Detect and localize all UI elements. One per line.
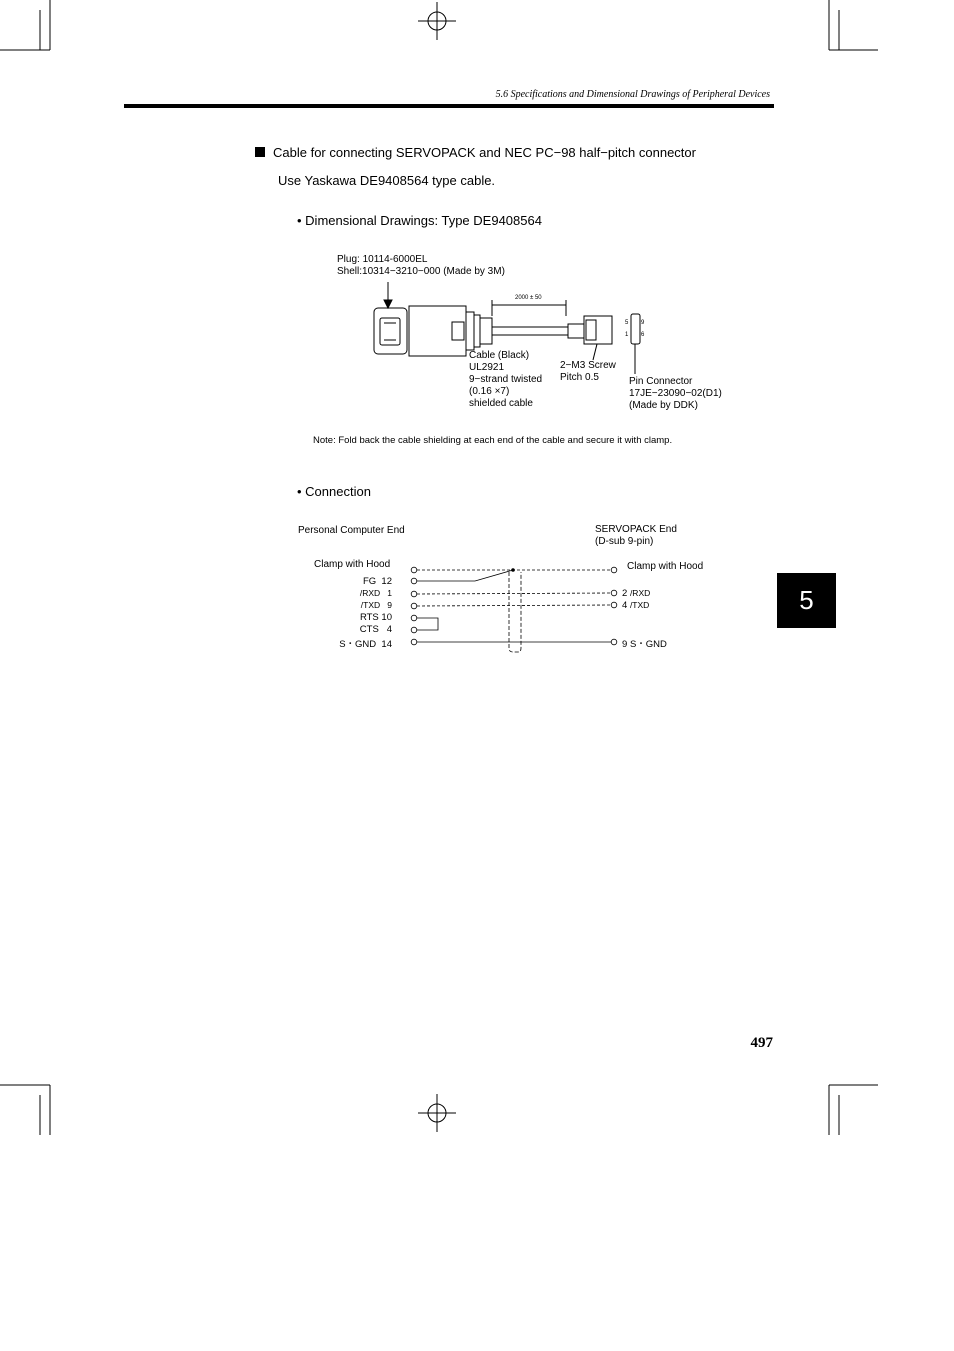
pin-name: /RXD <box>629 588 651 598</box>
screw-line: Pitch 0.5 <box>560 372 599 383</box>
connection-wires <box>417 570 611 652</box>
pin-name: S・GND <box>629 639 667 650</box>
pin-mark: 5 <box>625 320 629 326</box>
plug-label-1: Plug: 10114-6000EL <box>337 254 428 265</box>
pin-number: 4 <box>622 600 628 611</box>
pin-name: RTS <box>359 612 379 623</box>
pin-number: 9 <box>622 639 628 650</box>
right-pin-txd <box>622 600 649 611</box>
page-number: 497 <box>750 1035 773 1051</box>
left-end-label: Personal Computer End <box>298 525 405 536</box>
left-pin-fg <box>332 576 392 587</box>
pin-connector-line: Pin Connector <box>629 376 693 387</box>
cable-line: Cable (Black) <box>469 350 530 361</box>
plug-label-2: Shell:10314−3210−000 (Made by 3M) <box>337 266 505 277</box>
note-text: Note: Fold back the cable shielding at each end of the cable and secure it with clamp. <box>313 435 673 446</box>
pin-number: 9 <box>387 600 392 610</box>
dimensional-heading: • Dimensional Drawings: Type DE9408564 <box>297 213 542 228</box>
cable-line: shielded cable <box>469 398 533 409</box>
left-pin-txd <box>332 600 392 610</box>
pin-name: S・GND <box>339 639 377 650</box>
filled-square-icon <box>255 147 265 157</box>
left-pin-cts <box>332 624 392 635</box>
left-pin-rts <box>332 612 392 623</box>
cable-line: (0.16 ×7) <box>469 386 510 397</box>
pin-connector-line: (Made by DDK) <box>629 400 698 411</box>
pin-number: 12 <box>381 576 392 587</box>
right-end-label <box>595 524 677 548</box>
pin-mark: 6 <box>641 332 645 338</box>
page-title: Cable for connecting SERVOPACK and NEC PC−98 half−pitch connector <box>273 145 696 160</box>
cable-label <box>469 350 542 410</box>
junction-dot <box>511 568 515 572</box>
pin-number: 10 <box>381 612 392 623</box>
section-header: 5.6 Specifications and Dimensional Drawings of Peripheral Devices <box>495 89 770 100</box>
screw-line: 2−M3 Screw <box>560 360 616 371</box>
pin-connector-label <box>629 376 722 412</box>
pin-connector-line: 17JE−23090−02(D1) <box>629 388 722 399</box>
pin-number: 2 <box>622 588 628 599</box>
chapter-tab: 5 <box>777 573 836 628</box>
cable-line: 9−strand twisted <box>469 374 543 385</box>
right-pin-rxd <box>622 588 650 599</box>
right-clamp-label: Clamp with Hood <box>627 561 704 572</box>
pin-number: 4 <box>386 624 392 635</box>
pin-name: /TXD <box>629 600 650 610</box>
screw-label <box>560 360 616 384</box>
left-pin-rxd <box>332 588 392 598</box>
pin-mark: 9 <box>641 320 645 326</box>
pin-number: 14 <box>381 639 392 650</box>
left-pin-sgnd <box>332 636 392 650</box>
length-dimension: 2000 ± 50 <box>515 295 542 301</box>
pin-name: /RXD <box>359 588 381 598</box>
pin-name: CTS <box>359 624 379 635</box>
connection-heading: • Connection <box>297 484 371 499</box>
header-rule <box>124 104 774 108</box>
pin-name: FG <box>362 576 377 587</box>
pin-number: 1 <box>387 588 392 598</box>
right-end-line: (D-sub 9-pin) <box>595 536 654 547</box>
intro-text: Use Yaskawa DE9408564 type cable. <box>278 173 496 188</box>
left-clamp-label: Clamp with Hood <box>314 559 391 570</box>
right-pin-sgnd <box>622 636 667 650</box>
pin-name: /TXD <box>360 600 381 610</box>
pin-mark: 1 <box>625 332 629 338</box>
right-end-line: SERVOPACK End <box>595 524 677 535</box>
cable-line: UL2921 <box>469 362 505 373</box>
